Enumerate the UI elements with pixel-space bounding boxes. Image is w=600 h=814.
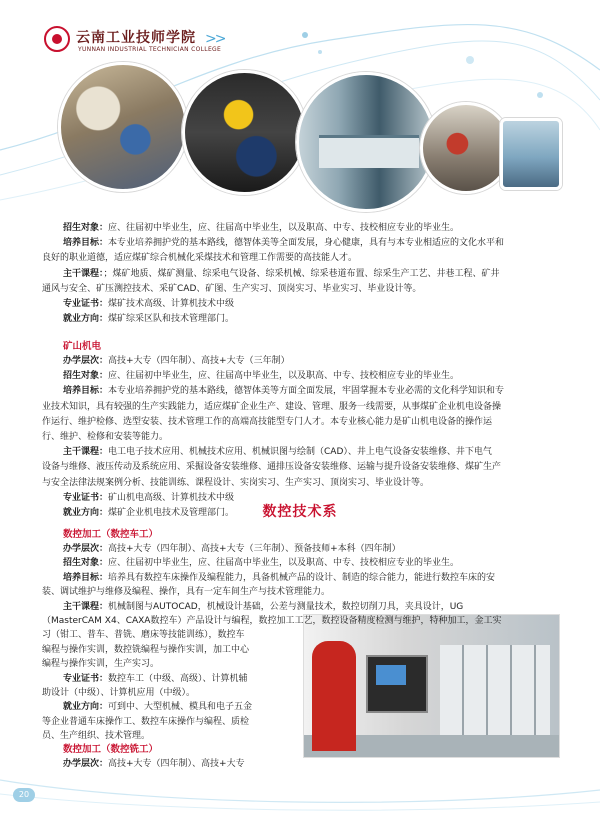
field-text: 本专业培养拥护党的基本路线，德智体美等方面全面发展，牢固掌握本专业必需的文化科学知识和专 — [108, 386, 505, 397]
photo-control-room — [296, 72, 436, 212]
text-line — [63, 445, 492, 460]
field-label: 招生对象： — [63, 558, 109, 569]
field-text: 良好的职业道德，适应煤矿综合机械化采煤技术和管理工作需要的高技能人才。 — [42, 253, 358, 264]
text-line — [63, 236, 504, 251]
text-line — [63, 542, 401, 557]
field-label: 就业方向： — [63, 508, 109, 518]
text-line — [63, 600, 463, 615]
text-line — [42, 430, 168, 445]
cnc-turning-title: 数控加工（数控车工） — [63, 529, 159, 540]
text-line — [42, 643, 249, 658]
text-line — [63, 297, 234, 312]
field-text: 编程与操作实训，生产实习。 — [42, 659, 160, 670]
field-label: 培养目标： — [63, 386, 109, 397]
field-text: 助设计（中级）、计算机应用（中级）。 — [42, 688, 196, 698]
field-text: 编程与操作实训，数控铣编程与操作实训，加工中心 — [42, 644, 250, 655]
field-label: 专业证书： — [63, 492, 109, 503]
field-text: 与安全法律法规案例分析、技能训练、课程设计、实岗实习、生产实习、顶岗实习、毕业设计等。 — [42, 477, 430, 488]
text-line — [42, 282, 421, 297]
school-name-en: YUNNAN INDUSTRIAL TECHNICIAN COLLEGE — [78, 46, 222, 53]
field-label: 办学层次： — [63, 356, 109, 366]
field-text: 煤矿综采区队和技术管理部门。 — [108, 314, 235, 325]
field-label: 主干课程： — [63, 601, 109, 612]
field-text: 应、往届初中毕业生，应、往届高中毕业生，以及职高、中专、技校相应专业的毕业生。 — [108, 371, 460, 382]
department-title: 数控技术系 — [262, 504, 338, 520]
field-label: 主干课程： — [63, 268, 104, 279]
text-line — [42, 251, 357, 266]
field-label: 就业方向： — [63, 702, 109, 713]
text-line — [42, 415, 492, 430]
field-text: 装、调试维护与维修及编程、操作，具有一定车间生产与技术管理能力。 — [42, 587, 331, 598]
text-line — [42, 729, 150, 744]
field-text: 机械制图与AUTOCAD，机械设计基础，公差与测量技术，数控切削刀具，夹具设计，UG — [108, 601, 464, 612]
text-line — [63, 506, 234, 521]
field-text: 煤矿技术高级、计算机技术中级 — [108, 299, 235, 309]
school-name-cn: 云南工业技师学院 — [76, 30, 196, 46]
field-text: 应、往届初中毕业生，应、往届高中毕业生，以及职高、中专、技校相应专业的毕业生。 — [108, 558, 460, 569]
field-text: 高技+大专（四年制）、高技+大专 — [108, 759, 245, 769]
text-line — [42, 585, 330, 600]
text-line — [42, 400, 501, 415]
chevron-right-icon: >> — [205, 31, 225, 47]
field-text: （MasterCAM X4、CAXA数控车）产品设计与编程，数控加工工艺，数控设备精度检测与维护，特种加工，金工实 — [42, 616, 502, 626]
text-line — [63, 700, 252, 715]
header — [0, 0, 600, 60]
field-label: 招生对象： — [63, 223, 109, 233]
text-line — [42, 476, 429, 491]
field-text: 等企业普通车床操作工、数控车床操作与编程、质检 — [42, 716, 250, 727]
text-line — [63, 312, 234, 327]
field-text: 作运行、维护检修、选型安装、技术管理工作的高端高技能型专门人才。本专业核心能力是矿山机电设备的操作运 — [42, 416, 493, 427]
mine-electromech-title: 矿山机电 — [63, 341, 102, 352]
field-text: 本专业培养拥护党的基本路线，德智体美等全面发展，身心健康，具有与本专业相适应的文化水平和 — [108, 238, 505, 249]
text-line — [42, 686, 195, 701]
field-text: 高技+大专（四年制）、高技+大专（三年制）、预备技师+本科（四年制） — [108, 544, 401, 554]
text-line — [42, 628, 245, 643]
text-line — [63, 354, 290, 369]
field-text: 电工电子技术应用、机械技术应用、机械识图与绘制（CAD）、井上电气设备安装维修、井下电气 — [108, 447, 492, 458]
field-text: 员、生产组织、技术管理。 — [42, 731, 151, 742]
photo-cnc-training — [303, 614, 560, 758]
field-text: 培养具有数控车床操作及编程能力，具备机械产品的设计、制造的综合能力，能进行数控车床的安 — [108, 572, 496, 583]
field-text: 业技术知识，具有较强的生产实践能力，适应煤矿企业生产、建设、管理、服务一线需要，从事煤矿企业机电设备操 — [42, 401, 502, 412]
text-line — [63, 384, 504, 399]
text-line — [42, 715, 249, 730]
field-label: 招生对象： — [63, 371, 109, 382]
text-line — [63, 491, 234, 506]
field-text: 矿山机电高级、计算机技术中级 — [108, 492, 235, 503]
text-line — [63, 571, 495, 586]
field-text: 可到中、大型机械、模具和电子五金 — [108, 702, 253, 713]
field-text: ；煤矿地质、煤矿测量、综采电气设备、综采机械、综采巷道布置、综采生产工艺、井巷工程、矿井 — [103, 268, 500, 279]
field-label: 办学层次： — [63, 759, 109, 769]
text-line — [63, 757, 245, 772]
text-line — [42, 460, 501, 475]
text-line — [63, 369, 459, 384]
field-label: 培养目标： — [63, 572, 109, 583]
photo-mine-equipment — [182, 70, 307, 195]
field-text: 应、往届初中毕业生，应、往届高中毕业生，以及职高、中专、技校相应专业的毕业生。 — [108, 223, 460, 233]
text-line — [63, 267, 500, 282]
text-line — [42, 657, 159, 672]
field-text: 高技+大专（四年制）、高技+大专（三年制） — [108, 356, 290, 366]
field-label: 办学层次： — [63, 544, 109, 554]
text-line — [63, 672, 248, 687]
field-text: 通风与安全、矿压测控技术、采矿CAD、矿图、生产实习、顶岗实习、毕业实习、毕业设计等。 — [42, 283, 422, 294]
page-number: 20 — [13, 788, 35, 802]
photo-lab — [58, 62, 188, 192]
photo-workshop — [420, 102, 512, 194]
field-text: 行、维护、检修和安装等能力。 — [42, 432, 169, 442]
field-text: 煤矿企业机电技术及管理部门。 — [108, 508, 235, 518]
field-label: 主干课程： — [63, 447, 109, 458]
field-text: 设备与维修、液压传动及系统应用、采掘设备安装维修、通排压设备安装维修、运输与提升设备安装维修、煤矿生产 — [42, 462, 502, 473]
field-label: 专业证书： — [63, 673, 109, 684]
text-line — [42, 614, 501, 629]
photo-training — [500, 118, 562, 190]
field-text: 数控车工（中级、高级）、计算机辅 — [108, 673, 248, 684]
field-label: 培养目标： — [63, 238, 109, 249]
text-line — [63, 221, 459, 236]
school-logo — [44, 26, 70, 52]
cnc-milling-title: 数控加工（数控铣工） — [63, 744, 159, 755]
field-label: 专业证书： — [63, 299, 109, 309]
field-label: 就业方向： — [63, 314, 109, 325]
text-line — [63, 556, 459, 571]
field-text: 习（钳工、普车、普铣、磨床等技能训练），数控车 — [42, 630, 245, 641]
